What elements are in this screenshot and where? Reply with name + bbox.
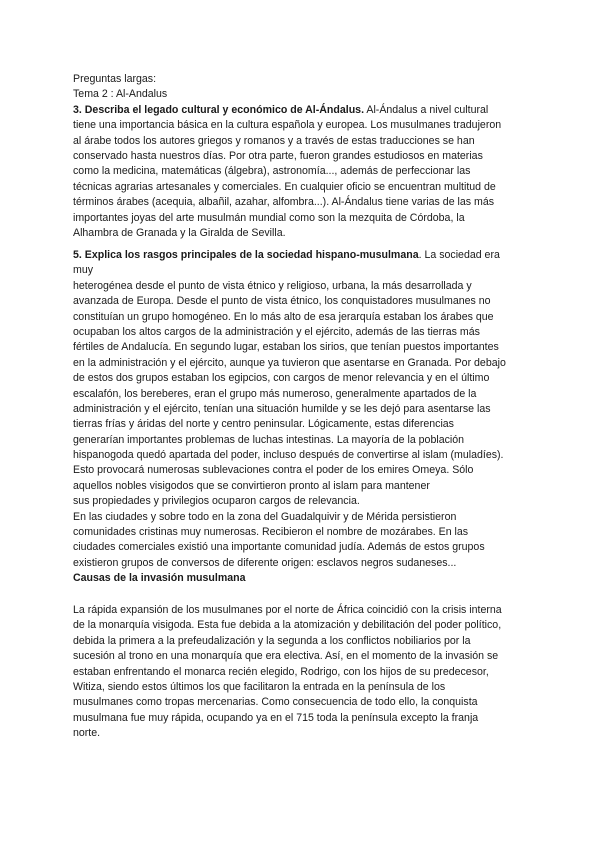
paragraph-line: de la monarquía visigoda. Esta fue debida a la atomización y debilitación del poder político, — [73, 619, 502, 632]
paragraph-line: musulmana fue muy rápida, ocupando ya en el 715 toda la península excepto la franja — [73, 711, 479, 724]
paragraph-line: musulmanes como tropas mercenarias. Como consecuencia de todo ello, la conquista — [73, 696, 478, 709]
paragraph-line: tiene una importancia básica en la cultura española y europea. Los musulmanes tradujeron — [73, 119, 502, 132]
paragraph-line: ciudades comerciales existió una importante comunidad judía. Además de estos grupos — [73, 541, 485, 554]
paragraph-line: Witiza, siendo estos últimos los que facilitaron la entrada en la península de los — [73, 680, 446, 693]
paragraph-line: sus propiedades y privilegios ocuparon cargos de relevancia. — [73, 495, 360, 508]
causas-section — [73, 571, 533, 586]
question-5-section — [73, 248, 533, 571]
answer-text: . La sociedad era — [418, 249, 500, 261]
paragraph-line: comunidades cristinas muy numerosas. Recibieron el nombre de mozárabes. En las — [73, 526, 469, 539]
paragraph-line: hispanogoda quedó apartada del poder, incluso después de convertirse al islam (muladíes). — [73, 449, 504, 462]
paragraph-line: importantes joyas del arte musulmán mundial como son la mezquita de Córdoba, la — [73, 211, 465, 224]
tema-label: Tema 2 : Al-Andalus — [73, 88, 168, 101]
paragraph-line: técnicas agrarias artesanales y comerciales. En cualquier oficio se encuentran multitud de — [73, 180, 496, 193]
paragraph-line: tierras frías y áridas del norte y centro peninsular. Lógicamente, estas diferencias — [73, 418, 454, 431]
paragraph-line: escalafón, los bereberes, eran el grupo más numeroso, generalmente apartados de la — [73, 387, 477, 400]
paragraph-line: conservado hasta nuestros días. Por otra parte, fueron grandes estudiosos en materias — [73, 149, 483, 162]
paragraph-line: administración y el ejército, tenían una situación humilde y se les dejó para asentarse las — [73, 402, 491, 415]
paragraph-line: de estos dos grupos estaban los egipcios, con cargos de menor relevancia y en el último — [73, 372, 490, 385]
paragraph-line: Esto provocará numerosas sublevaciones contra el poder de los emires Omeya. Sólo — [73, 464, 474, 477]
paragraph-line: como la medicina, matemáticas (álgebra), astronomía..., además de perfeccionar las — [73, 165, 471, 178]
paragraph-line: norte. — [73, 727, 101, 740]
answer-text: Al-Ándalus a nivel cultural — [364, 103, 489, 116]
paragraph-line: debida la primera a la prefeudalización y la segunda a los conflictos nobiliarios por la — [73, 634, 471, 647]
paragraph-line: sucesión al trono en una monarquía que era electiva. Así, en el momento de la invasión se — [73, 650, 499, 663]
paragraph-line — [73, 248, 533, 263]
paragraph-line: fértiles de Andalucía. En segundo lugar, estaban los sirios, que tenían puestos importantes — [73, 341, 499, 354]
paragraph-line: La rápida expansión de los musulmanes por el norte de África coincidió con la crisis interna — [73, 604, 502, 616]
paragraph-line: al árabe todos los autores griegos y romanos y a través de estas traducciones se han — [73, 134, 475, 147]
paragraph-line: Alhambra de Granada y la Giralda de Sevilla. — [73, 226, 286, 239]
paragraph-line — [73, 103, 533, 118]
paragraph-line: muy — [73, 264, 94, 277]
header — [73, 72, 533, 103]
paragraph-line: en la administración y el ejército, aunque ya tuvieron que asentarse en Granada. Por debajo — [73, 356, 506, 369]
paragraph-line: aquellos nobles visigodos que se convirtieron pronto al islam para mantener — [73, 479, 430, 492]
paragraph-line: existieron grupos de conversos de diferente origen: esclavos negros sudaneses... — [73, 556, 457, 569]
paragraph-line: términos árabes (acequia, albañil, azahar, alfombra...). Al-Ándalus tiene varias de las más — [73, 196, 495, 209]
question-5-heading: 5. Explica los rasgos principales de la sociedad hispano-musulmana — [73, 249, 419, 261]
paragraph-line: ocupaban los altos cargos de la administración y el ejército, además de las tierras más — [73, 325, 480, 338]
paragraph-line: En las ciudades y sobre todo en la zona del Guadalquivir y de Mérida persistieron — [73, 510, 457, 523]
question-3-heading: 3. Describa el legado cultural y económico de Al-Ándalus. — [73, 103, 365, 116]
causas-body — [73, 603, 533, 742]
question-3-section — [73, 103, 533, 242]
paragraph-line: estaban enfrentando el monarca recién elegido, Rodrigo, con los hijos de su predecesor, — [73, 665, 489, 678]
paragraph-line: avanzada de Europa. Desde el punto de vista étnico, los conquistadores musulmanes no — [73, 295, 491, 308]
causas-heading: Causas de la invasión musulmana — [73, 572, 246, 584]
paragraph-line: constituían un grupo homogéneo. En lo más alto de esa jerarquía estaban los árabes que — [73, 310, 494, 323]
paragraph-line: heterogénea desde el punto de vista étnico y religioso, urbana, la más desarrollada y — [73, 279, 472, 292]
paragraph-line: generarían importantes problemas de luchas intestinas. La mayoría de la población — [73, 433, 465, 446]
preguntas-label: Preguntas largas: — [73, 73, 157, 85]
